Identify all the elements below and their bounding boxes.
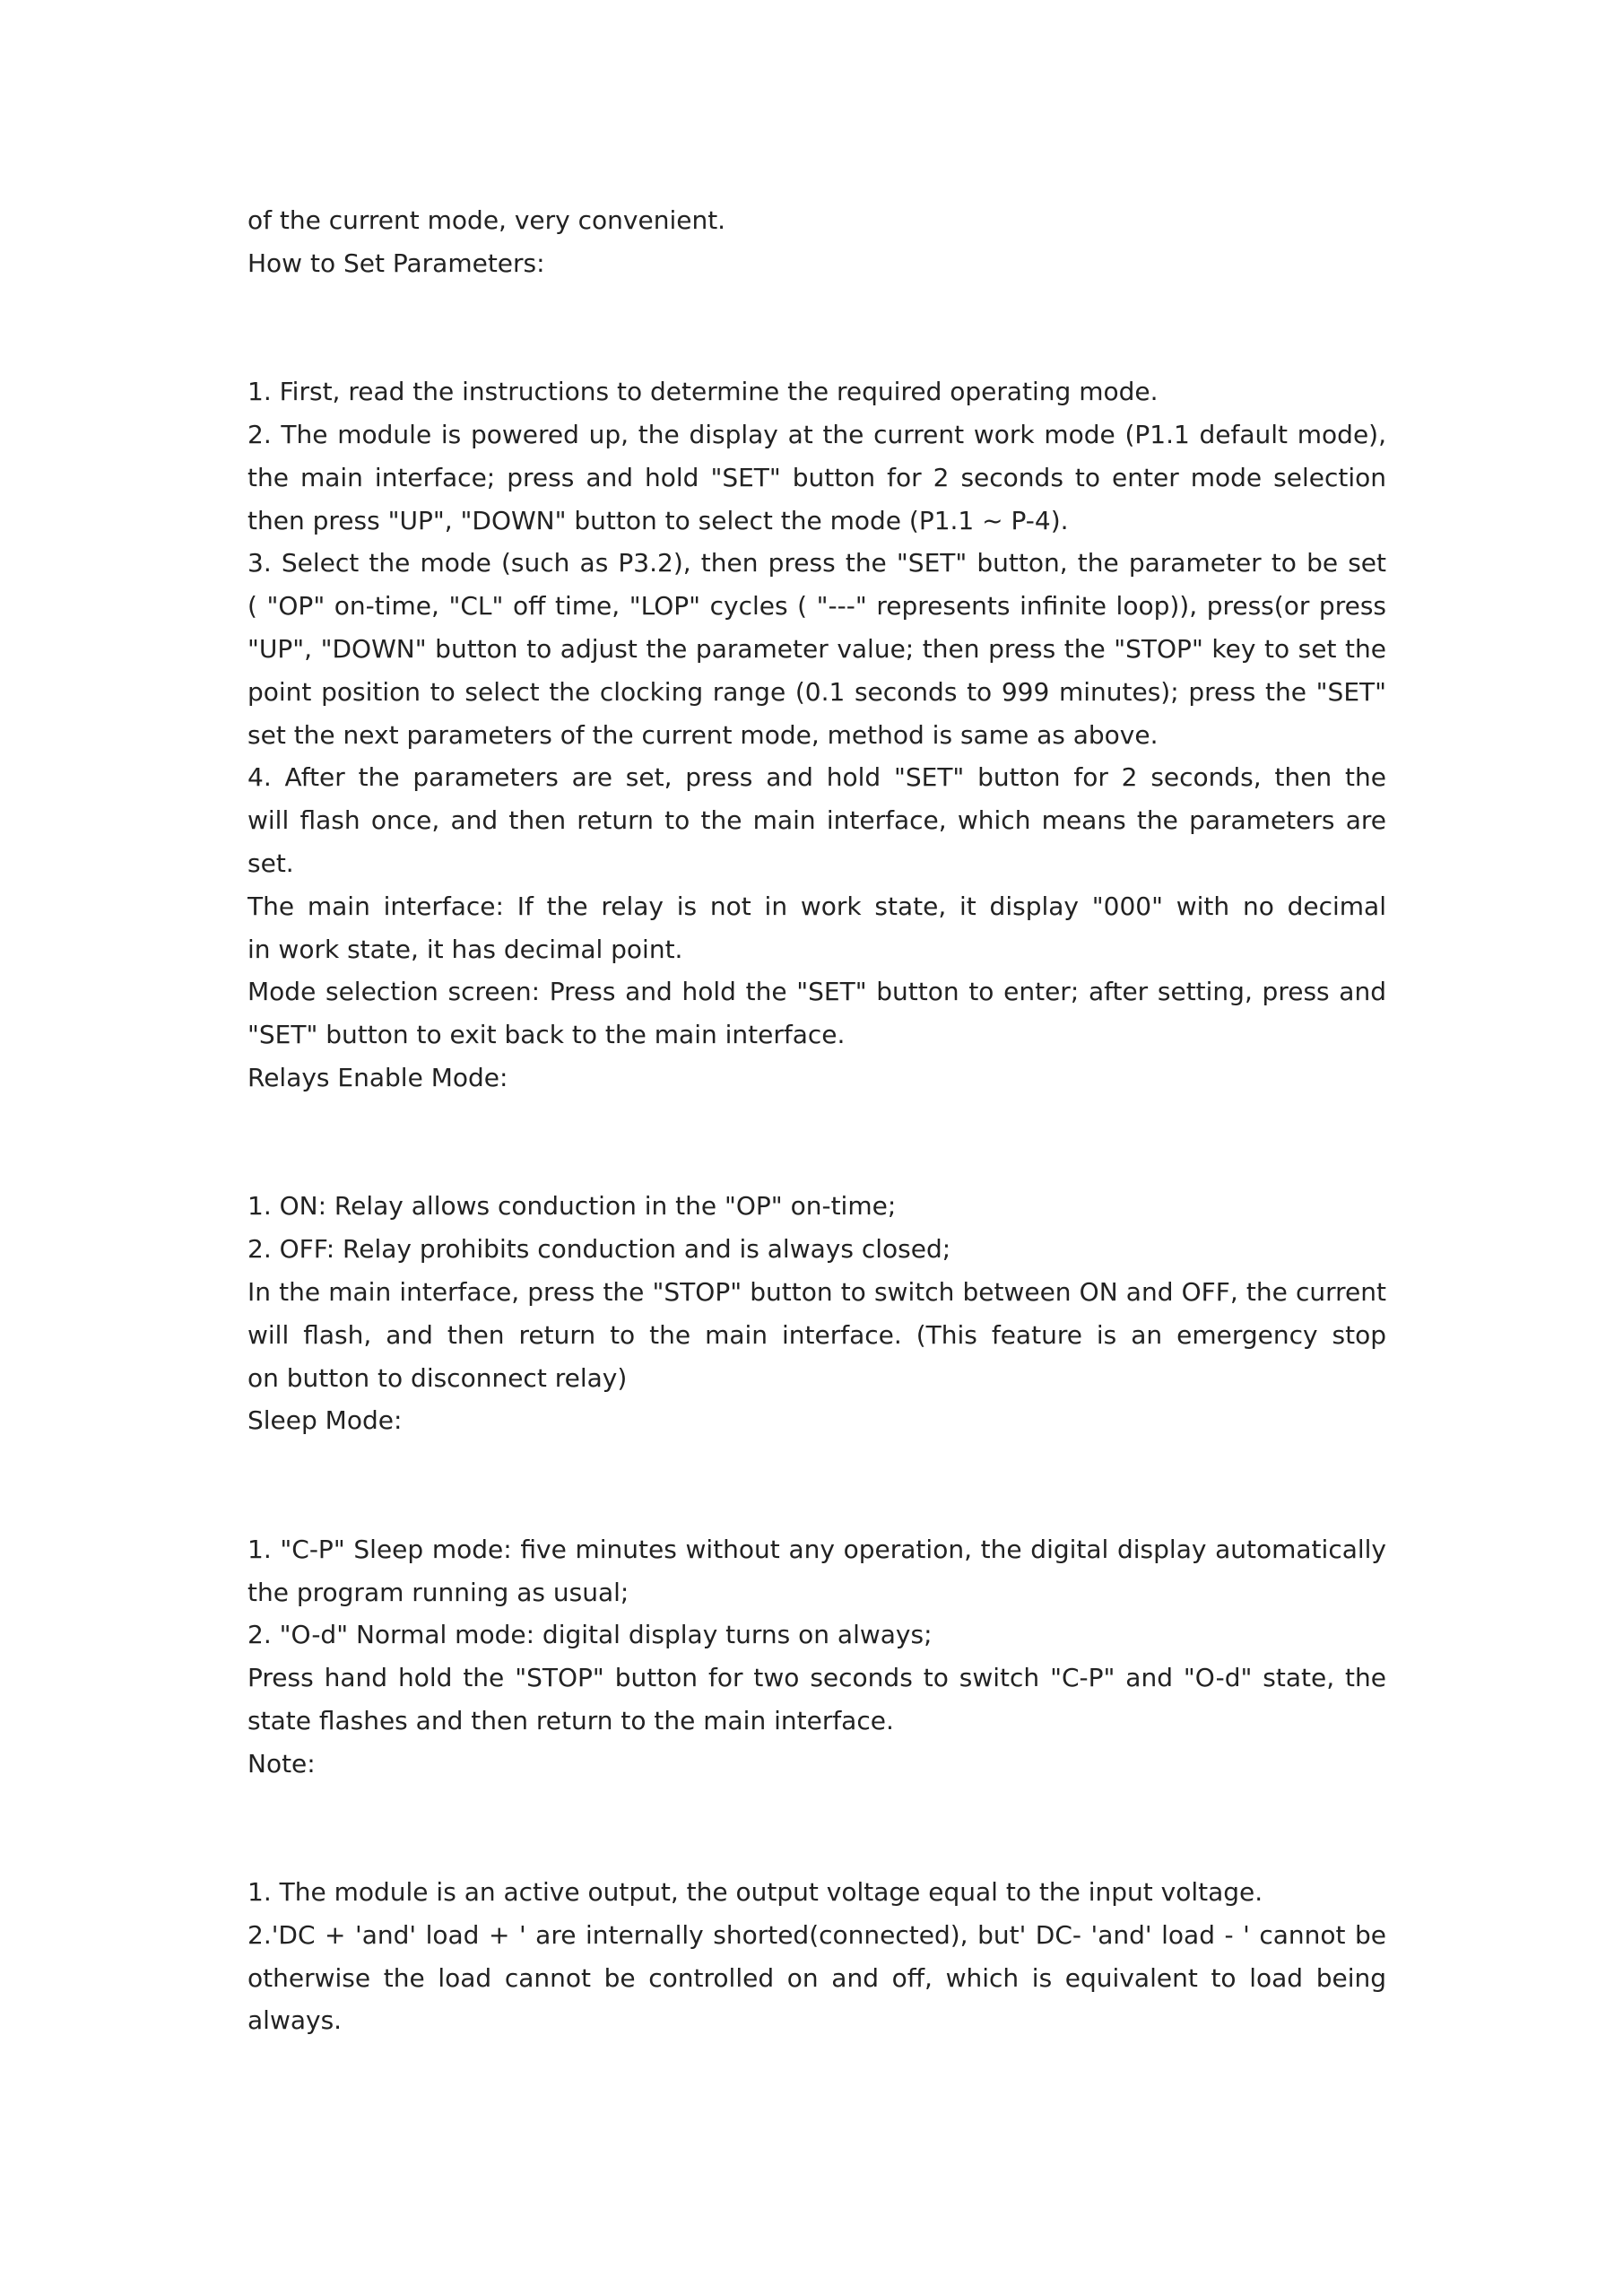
- paragraph-line: ( "OP" on-time, "CL" off time, "LOP" cycles ( "---" represents infinite loop)), press(or press: [247, 591, 1386, 622]
- paragraph-line: The main interface: If the relay is not in work state, it display "000" with no decimal: [247, 891, 1386, 921]
- list-item: 2. "O-d" Normal mode: digital display turns on always;: [247, 1620, 933, 1650]
- list-item: 1. First, read the instructions to determine the required operating mode.: [247, 377, 1159, 407]
- paragraph-line: on button to disconnect relay): [247, 1362, 628, 1393]
- list-item: 1. The module is an active output, the output voltage equal to the input voltage.: [247, 1877, 1263, 1908]
- section-spacer: [247, 285, 1386, 371]
- list-item: 2.'DC + 'and' load + ' are internally shorted(connected), but' DC- 'and' load - ' cannot be: [247, 1919, 1386, 1950]
- paragraph-line: in work state, it has decimal point.: [247, 934, 683, 964]
- paragraph-line: "UP", "DOWN" button to adjust the parameter value; then press the "STOP" key to set the: [247, 633, 1386, 664]
- paragraph-line: the main interface; press and hold "SET" button for 2 seconds to enter mode selection: [247, 462, 1386, 492]
- paragraph-line: Mode selection screen: Press and hold the "SET" button to enter; after setting, press and: [247, 977, 1386, 1007]
- paragraph-line: will flash once, and then return to the main interface, which means the parameters are: [247, 805, 1386, 836]
- paragraph-line: will flash, and then return to the main interface. (This feature is an emergency stop: [247, 1319, 1386, 1350]
- paragraph-line: Press hand hold the "STOP" button for two seconds to switch "C-P" and "O-d" state, the: [247, 1663, 1386, 1693]
- paragraph-line: set.: [247, 848, 294, 878]
- list-item: 3. Select the mode (such as P3.2), then press the "SET" button, the parameter to be set: [247, 548, 1386, 578]
- list-item: 1. ON: Relay allows conduction in the "OP" on-time;: [247, 1191, 897, 1222]
- section-heading-sleep-mode: Sleep Mode:: [247, 1405, 403, 1436]
- section-spacer: [247, 1100, 1386, 1186]
- list-item: 2. OFF: Relay prohibits conduction and is always closed;: [247, 1234, 951, 1265]
- section-heading-how-to-set-parameters: How to Set Parameters:: [247, 248, 545, 278]
- section-spacer: [247, 1785, 1386, 1871]
- paragraph-line: always.: [247, 2005, 343, 2036]
- paragraph-line: set the next parameters of the current mode, method is same as above.: [247, 719, 1159, 750]
- paragraph-line: state flashes and then return to the main interface.: [247, 1705, 894, 1735]
- paragraph-line: of the current mode, very convenient.: [247, 205, 726, 235]
- paragraph-line: then press "UP", "DOWN" button to select the mode (P1.1 ~ P-4).: [247, 505, 1069, 535]
- paragraph-line: the program running as usual;: [247, 1577, 629, 1607]
- paragraph-line: In the main interface, press the "STOP" button to switch between ON and OFF, the current: [247, 1276, 1386, 1307]
- section-heading-relays-enable-mode: Relays Enable Mode:: [247, 1062, 508, 1092]
- list-item: 1. "C-P" Sleep mode: five minutes without any operation, the digital display automatically: [247, 1534, 1386, 1564]
- document-body: [247, 199, 1386, 2042]
- section-heading-note: Note:: [247, 1748, 316, 1779]
- paragraph-line: point position to select the clocking range (0.1 seconds to 999 minutes); press the "SET": [247, 676, 1386, 707]
- paragraph-line: otherwise the load cannot be controlled on and off, which is equivalent to load being: [247, 1962, 1386, 1993]
- paragraph-line: "SET" button to exit back to the main interface.: [247, 1020, 846, 1050]
- list-item: 2. The module is powered up, the display at the current work mode (P1.1 default mode),: [247, 419, 1386, 449]
- list-item: 4. After the parameters are set, press and hold "SET" button for 2 seconds, then the: [247, 762, 1386, 793]
- section-spacer: [247, 1442, 1386, 1528]
